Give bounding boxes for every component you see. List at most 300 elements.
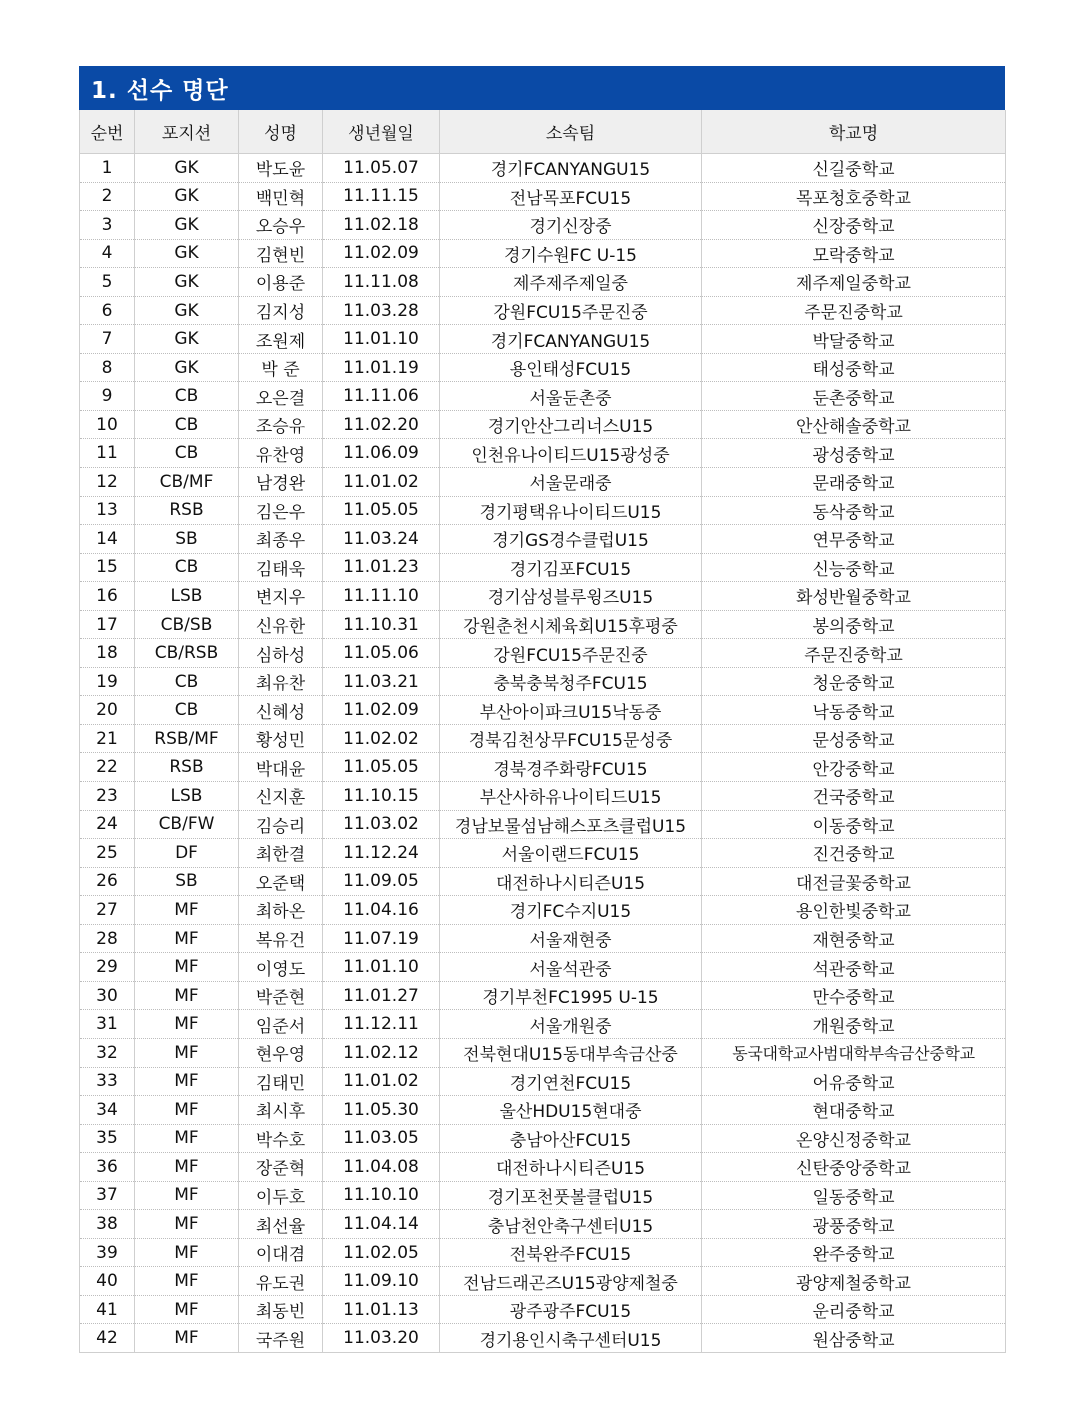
cell-name: 변지우 <box>239 582 323 611</box>
cell-school: 원삼중학교 <box>702 1324 1006 1353</box>
table-row <box>80 1181 1006 1210</box>
cell-position: MF <box>135 924 239 953</box>
cell-school: 광성중학교 <box>702 439 1006 468</box>
cell-name: 박수호 <box>239 1124 323 1153</box>
cell-school: 광양제철중학교 <box>702 1267 1006 1296</box>
table-row <box>80 981 1006 1010</box>
cell-name: 황성민 <box>239 724 323 753</box>
cell-position: MF <box>135 1067 239 1096</box>
cell-position: RSB <box>135 496 239 525</box>
cell-team: 경기부천FC1995 U-15 <box>440 981 702 1010</box>
cell-position: LSB <box>135 582 239 611</box>
cell-name: 국주원 <box>239 1324 323 1353</box>
cell-team: 전남드래곤즈U15광양제철중 <box>440 1267 702 1296</box>
cell-name: 오준택 <box>239 867 323 896</box>
cell-number: 39 <box>80 1238 135 1267</box>
cell-team: 대전하나시티즌U15 <box>440 1153 702 1182</box>
cell-name: 백민혁 <box>239 182 323 211</box>
cell-school: 동삭중학교 <box>702 496 1006 525</box>
cell-team: 서울석관중 <box>440 953 702 982</box>
cell-position: CB <box>135 553 239 582</box>
cell-position: GK <box>135 154 239 183</box>
cell-birthdate: 11.04.14 <box>323 1210 440 1239</box>
table-row <box>80 696 1006 725</box>
cell-position: GK <box>135 296 239 325</box>
cell-school: 현대중학교 <box>702 1096 1006 1125</box>
cell-birthdate: 11.06.09 <box>323 439 440 468</box>
cell-team: 서울둔촌중 <box>440 382 702 411</box>
cell-birthdate: 11.12.11 <box>323 1010 440 1039</box>
cell-school: 주문진중학교 <box>702 639 1006 668</box>
table-row <box>80 353 1006 382</box>
cell-school: 동국대학교사범대학부속금산중학교 <box>702 1038 1006 1067</box>
table-row <box>80 1038 1006 1067</box>
cell-team: 경기FCANYANGU15 <box>440 154 702 183</box>
cell-position: MF <box>135 896 239 925</box>
cell-position: LSB <box>135 782 239 811</box>
cell-birthdate: 11.05.06 <box>323 639 440 668</box>
cell-name: 유찬영 <box>239 439 323 468</box>
cell-birthdate: 11.02.09 <box>323 239 440 268</box>
cell-birthdate: 11.03.24 <box>323 525 440 554</box>
table-row <box>80 782 1006 811</box>
cell-name: 복유건 <box>239 924 323 953</box>
cell-position: DF <box>135 839 239 868</box>
cell-name: 박대윤 <box>239 753 323 782</box>
cell-name: 박도윤 <box>239 154 323 183</box>
cell-birthdate: 11.01.02 <box>323 468 440 497</box>
cell-team: 강원FCU15주문진중 <box>440 296 702 325</box>
cell-school: 재현중학교 <box>702 924 1006 953</box>
table-row <box>80 582 1006 611</box>
cell-birthdate: 11.01.13 <box>323 1295 440 1324</box>
cell-team: 경기김포FCU15 <box>440 553 702 582</box>
cell-number: 5 <box>80 268 135 297</box>
cell-position: MF <box>135 1010 239 1039</box>
cell-number: 21 <box>80 724 135 753</box>
cell-name: 이두호 <box>239 1181 323 1210</box>
section-title: 1. 선수 명단 <box>91 77 229 104</box>
cell-school: 신탄중앙중학교 <box>702 1153 1006 1182</box>
cell-number: 30 <box>80 981 135 1010</box>
cell-school: 완주중학교 <box>702 1238 1006 1267</box>
column-header-team: 소속팀 <box>440 110 702 154</box>
cell-name: 오승우 <box>239 211 323 240</box>
cell-name: 최한결 <box>239 839 323 868</box>
cell-school: 연무중학교 <box>702 525 1006 554</box>
cell-team: 경기포천풋볼클럽U15 <box>440 1181 702 1210</box>
cell-team: 경기FC수지U15 <box>440 896 702 925</box>
cell-birthdate: 11.04.16 <box>323 896 440 925</box>
cell-position: CB/FW <box>135 810 239 839</box>
table-row <box>80 1010 1006 1039</box>
cell-number: 13 <box>80 496 135 525</box>
cell-number: 35 <box>80 1124 135 1153</box>
cell-position: SB <box>135 867 239 896</box>
cell-name: 조원제 <box>239 325 323 354</box>
cell-team: 전북완주FCU15 <box>440 1238 702 1267</box>
cell-position: GK <box>135 353 239 382</box>
cell-team: 충북충북청주FCU15 <box>440 667 702 696</box>
cell-school: 태성중학교 <box>702 353 1006 382</box>
player-roster-table <box>79 110 1006 1353</box>
cell-position: CB/RSB <box>135 639 239 668</box>
cell-position: CB <box>135 382 239 411</box>
cell-team: 전남목포FCU15 <box>440 182 702 211</box>
cell-name: 최시후 <box>239 1096 323 1125</box>
cell-team: 전북현대U15동대부속금산중 <box>440 1038 702 1067</box>
cell-name: 장준혁 <box>239 1153 323 1182</box>
cell-position: GK <box>135 268 239 297</box>
cell-team: 충남천안축구센터U15 <box>440 1210 702 1239</box>
cell-school: 신장중학교 <box>702 211 1006 240</box>
cell-name: 심하성 <box>239 639 323 668</box>
cell-school: 문성중학교 <box>702 724 1006 753</box>
cell-team: 경기삼성블루윙즈U15 <box>440 582 702 611</box>
cell-birthdate: 11.01.10 <box>323 325 440 354</box>
cell-school: 광풍중학교 <box>702 1210 1006 1239</box>
column-header-name: 성명 <box>239 110 323 154</box>
cell-number: 8 <box>80 353 135 382</box>
cell-name: 신지훈 <box>239 782 323 811</box>
cell-birthdate: 11.11.15 <box>323 182 440 211</box>
cell-number: 37 <box>80 1181 135 1210</box>
cell-team: 경기FCANYANGU15 <box>440 325 702 354</box>
cell-position: CB <box>135 696 239 725</box>
cell-name: 최동빈 <box>239 1295 323 1324</box>
cell-name: 최종우 <box>239 525 323 554</box>
cell-number: 7 <box>80 325 135 354</box>
cell-school: 개원중학교 <box>702 1010 1006 1039</box>
cell-birthdate: 11.09.10 <box>323 1267 440 1296</box>
cell-name: 조승유 <box>239 410 323 439</box>
table-row <box>80 610 1006 639</box>
cell-team: 경북경주화랑FCU15 <box>440 753 702 782</box>
cell-name: 김지성 <box>239 296 323 325</box>
cell-name: 이용준 <box>239 268 323 297</box>
table-row <box>80 325 1006 354</box>
cell-birthdate: 11.05.05 <box>323 496 440 525</box>
cell-position: CB/MF <box>135 468 239 497</box>
table-row <box>80 1267 1006 1296</box>
cell-position: MF <box>135 1038 239 1067</box>
cell-birthdate: 11.02.12 <box>323 1038 440 1067</box>
cell-position: GK <box>135 325 239 354</box>
cell-school: 청운중학교 <box>702 667 1006 696</box>
cell-birthdate: 11.04.08 <box>323 1153 440 1182</box>
cell-team: 경북김천상무FCU15문성중 <box>440 724 702 753</box>
table-row <box>80 182 1006 211</box>
cell-birthdate: 11.10.31 <box>323 610 440 639</box>
cell-number: 4 <box>80 239 135 268</box>
table-row <box>80 525 1006 554</box>
cell-number: 22 <box>80 753 135 782</box>
cell-position: CB <box>135 667 239 696</box>
table-row <box>80 410 1006 439</box>
cell-number: 17 <box>80 610 135 639</box>
cell-team: 광주광주FCU15 <box>440 1295 702 1324</box>
table-row <box>80 1238 1006 1267</box>
table-row <box>80 468 1006 497</box>
cell-team: 인천유나이티드U15광성중 <box>440 439 702 468</box>
cell-school: 안강중학교 <box>702 753 1006 782</box>
cell-birthdate: 11.05.07 <box>323 154 440 183</box>
cell-team: 강원FCU15주문진중 <box>440 639 702 668</box>
table-row <box>80 953 1006 982</box>
table-row <box>80 1124 1006 1153</box>
cell-school: 석관중학교 <box>702 953 1006 982</box>
table-header-row <box>80 110 1006 154</box>
cell-team: 서울문래중 <box>440 468 702 497</box>
cell-number: 38 <box>80 1210 135 1239</box>
cell-name: 박준현 <box>239 981 323 1010</box>
cell-school: 화성반월중학교 <box>702 582 1006 611</box>
cell-name: 이대겸 <box>239 1238 323 1267</box>
cell-team: 서울재현중 <box>440 924 702 953</box>
cell-number: 3 <box>80 211 135 240</box>
cell-birthdate: 11.11.06 <box>323 382 440 411</box>
cell-name: 최유찬 <box>239 667 323 696</box>
table-row <box>80 924 1006 953</box>
cell-birthdate: 11.07.19 <box>323 924 440 953</box>
cell-school: 온양신정중학교 <box>702 1124 1006 1153</box>
cell-name: 김태민 <box>239 1067 323 1096</box>
cell-position: CB <box>135 410 239 439</box>
cell-number: 15 <box>80 553 135 582</box>
cell-number: 19 <box>80 667 135 696</box>
table-row <box>80 724 1006 753</box>
cell-number: 12 <box>80 468 135 497</box>
table-row <box>80 382 1006 411</box>
cell-number: 41 <box>80 1295 135 1324</box>
cell-position: MF <box>135 953 239 982</box>
cell-school: 만수중학교 <box>702 981 1006 1010</box>
cell-team: 경남보물섬남해스포츠클럽U15 <box>440 810 702 839</box>
cell-name: 김승리 <box>239 810 323 839</box>
table-row <box>80 296 1006 325</box>
table-row <box>80 1096 1006 1125</box>
cell-number: 42 <box>80 1324 135 1353</box>
cell-position: MF <box>135 1267 239 1296</box>
cell-school: 일동중학교 <box>702 1181 1006 1210</box>
cell-number: 28 <box>80 924 135 953</box>
cell-position: RSB <box>135 753 239 782</box>
cell-birthdate: 11.01.02 <box>323 1067 440 1096</box>
cell-school: 낙동중학교 <box>702 696 1006 725</box>
cell-school: 건국중학교 <box>702 782 1006 811</box>
cell-team: 대전하나시티즌U15 <box>440 867 702 896</box>
cell-team: 충남아산FCU15 <box>440 1124 702 1153</box>
cell-birthdate: 11.02.09 <box>323 696 440 725</box>
cell-birthdate: 11.03.02 <box>323 810 440 839</box>
cell-position: MF <box>135 981 239 1010</box>
cell-birthdate: 11.01.10 <box>323 953 440 982</box>
cell-team: 부산아이파크U15낙동중 <box>440 696 702 725</box>
cell-team: 서울개원중 <box>440 1010 702 1039</box>
cell-school: 목포청호중학교 <box>702 182 1006 211</box>
cell-school: 진건중학교 <box>702 839 1006 868</box>
table-row <box>80 1153 1006 1182</box>
cell-position: RSB/MF <box>135 724 239 753</box>
cell-team: 경기용인시축구센터U15 <box>440 1324 702 1353</box>
cell-birthdate: 11.03.21 <box>323 667 440 696</box>
cell-team: 경기수원FC U-15 <box>440 239 702 268</box>
cell-number: 27 <box>80 896 135 925</box>
cell-birthdate: 11.02.18 <box>323 211 440 240</box>
cell-team: 경기안산그리너스U15 <box>440 410 702 439</box>
cell-position: GK <box>135 182 239 211</box>
cell-school: 운리중학교 <box>702 1295 1006 1324</box>
cell-birthdate: 11.11.10 <box>323 582 440 611</box>
cell-name: 신혜성 <box>239 696 323 725</box>
cell-team: 서울이랜드FCU15 <box>440 839 702 868</box>
player-roster-section <box>79 66 1005 1353</box>
table-row <box>80 839 1006 868</box>
cell-birthdate: 11.05.05 <box>323 753 440 782</box>
cell-number: 9 <box>80 382 135 411</box>
cell-position: MF <box>135 1295 239 1324</box>
table-row <box>80 639 1006 668</box>
cell-team: 경기연천FCU15 <box>440 1067 702 1096</box>
cell-team: 제주제주제일중 <box>440 268 702 297</box>
cell-birthdate: 11.11.08 <box>323 268 440 297</box>
cell-birthdate: 11.05.30 <box>323 1096 440 1125</box>
cell-number: 23 <box>80 782 135 811</box>
table-row <box>80 867 1006 896</box>
cell-number: 34 <box>80 1096 135 1125</box>
cell-name: 유도권 <box>239 1267 323 1296</box>
column-header-position: 포지션 <box>135 110 239 154</box>
table-row <box>80 896 1006 925</box>
cell-birthdate: 11.01.19 <box>323 353 440 382</box>
cell-position: MF <box>135 1124 239 1153</box>
table-row <box>80 154 1006 183</box>
cell-birthdate: 11.03.28 <box>323 296 440 325</box>
cell-name: 박 준 <box>239 353 323 382</box>
cell-name: 최선율 <box>239 1210 323 1239</box>
cell-name: 신유한 <box>239 610 323 639</box>
cell-position: MF <box>135 1153 239 1182</box>
cell-name: 현우영 <box>239 1038 323 1067</box>
cell-birthdate: 11.10.15 <box>323 782 440 811</box>
section-title-bar <box>79 66 1005 110</box>
cell-school: 어유중학교 <box>702 1067 1006 1096</box>
cell-team: 부산사하유나이티드U15 <box>440 782 702 811</box>
cell-name: 김태욱 <box>239 553 323 582</box>
cell-number: 1 <box>80 154 135 183</box>
cell-position: MF <box>135 1238 239 1267</box>
cell-school: 문래중학교 <box>702 468 1006 497</box>
cell-name: 오은결 <box>239 382 323 411</box>
cell-number: 31 <box>80 1010 135 1039</box>
table-body <box>80 154 1006 1353</box>
cell-number: 40 <box>80 1267 135 1296</box>
cell-team: 경기평택유나이티드U15 <box>440 496 702 525</box>
cell-number: 6 <box>80 296 135 325</box>
cell-school: 대전글꽃중학교 <box>702 867 1006 896</box>
cell-school: 안산해솔중학교 <box>702 410 1006 439</box>
cell-position: MF <box>135 1096 239 1125</box>
cell-birthdate: 11.01.23 <box>323 553 440 582</box>
table-row <box>80 211 1006 240</box>
cell-number: 36 <box>80 1153 135 1182</box>
cell-team: 용인태성FCU15 <box>440 353 702 382</box>
cell-school: 용인한빛중학교 <box>702 896 1006 925</box>
cell-team: 경기신장중 <box>440 211 702 240</box>
table-row <box>80 1210 1006 1239</box>
table-row <box>80 439 1006 468</box>
cell-name: 최하온 <box>239 896 323 925</box>
cell-number: 16 <box>80 582 135 611</box>
table-header <box>80 110 1006 154</box>
cell-school: 봉의중학교 <box>702 610 1006 639</box>
cell-number: 10 <box>80 410 135 439</box>
cell-birthdate: 11.02.20 <box>323 410 440 439</box>
table-row <box>80 268 1006 297</box>
cell-position: SB <box>135 525 239 554</box>
table-row <box>80 810 1006 839</box>
cell-number: 26 <box>80 867 135 896</box>
cell-school: 모락중학교 <box>702 239 1006 268</box>
cell-position: GK <box>135 239 239 268</box>
cell-number: 24 <box>80 810 135 839</box>
cell-name: 임준서 <box>239 1010 323 1039</box>
cell-birthdate: 11.02.05 <box>323 1238 440 1267</box>
table-row <box>80 667 1006 696</box>
cell-school: 신능중학교 <box>702 553 1006 582</box>
table-row <box>80 239 1006 268</box>
column-header-number: 순번 <box>80 110 135 154</box>
table-row <box>80 553 1006 582</box>
cell-name: 김현빈 <box>239 239 323 268</box>
cell-school: 박달중학교 <box>702 325 1006 354</box>
cell-school: 둔촌중학교 <box>702 382 1006 411</box>
cell-team: 울산HDU15현대중 <box>440 1096 702 1125</box>
cell-position: CB <box>135 439 239 468</box>
cell-number: 32 <box>80 1038 135 1067</box>
cell-team: 경기GS경수클럽U15 <box>440 525 702 554</box>
cell-position: MF <box>135 1181 239 1210</box>
table-row <box>80 753 1006 782</box>
cell-number: 14 <box>80 525 135 554</box>
cell-school: 신길중학교 <box>702 154 1006 183</box>
table-row <box>80 1295 1006 1324</box>
cell-number: 11 <box>80 439 135 468</box>
cell-birthdate: 11.01.27 <box>323 981 440 1010</box>
cell-position: GK <box>135 211 239 240</box>
cell-birthdate: 11.03.05 <box>323 1124 440 1153</box>
cell-birthdate: 11.10.10 <box>323 1181 440 1210</box>
column-header-birthdate: 생년월일 <box>323 110 440 154</box>
cell-position: MF <box>135 1324 239 1353</box>
cell-number: 2 <box>80 182 135 211</box>
cell-name: 이영도 <box>239 953 323 982</box>
table-row <box>80 1067 1006 1096</box>
cell-school: 제주제일중학교 <box>702 268 1006 297</box>
column-header-school: 학교명 <box>702 110 1006 154</box>
cell-number: 33 <box>80 1067 135 1096</box>
table-row <box>80 496 1006 525</box>
cell-birthdate: 11.09.05 <box>323 867 440 896</box>
cell-number: 20 <box>80 696 135 725</box>
cell-name: 김은우 <box>239 496 323 525</box>
cell-number: 25 <box>80 839 135 868</box>
cell-birthdate: 11.03.20 <box>323 1324 440 1353</box>
cell-position: CB/SB <box>135 610 239 639</box>
cell-number: 18 <box>80 639 135 668</box>
cell-team: 강원춘천시체육회U15후평중 <box>440 610 702 639</box>
cell-number: 29 <box>80 953 135 982</box>
